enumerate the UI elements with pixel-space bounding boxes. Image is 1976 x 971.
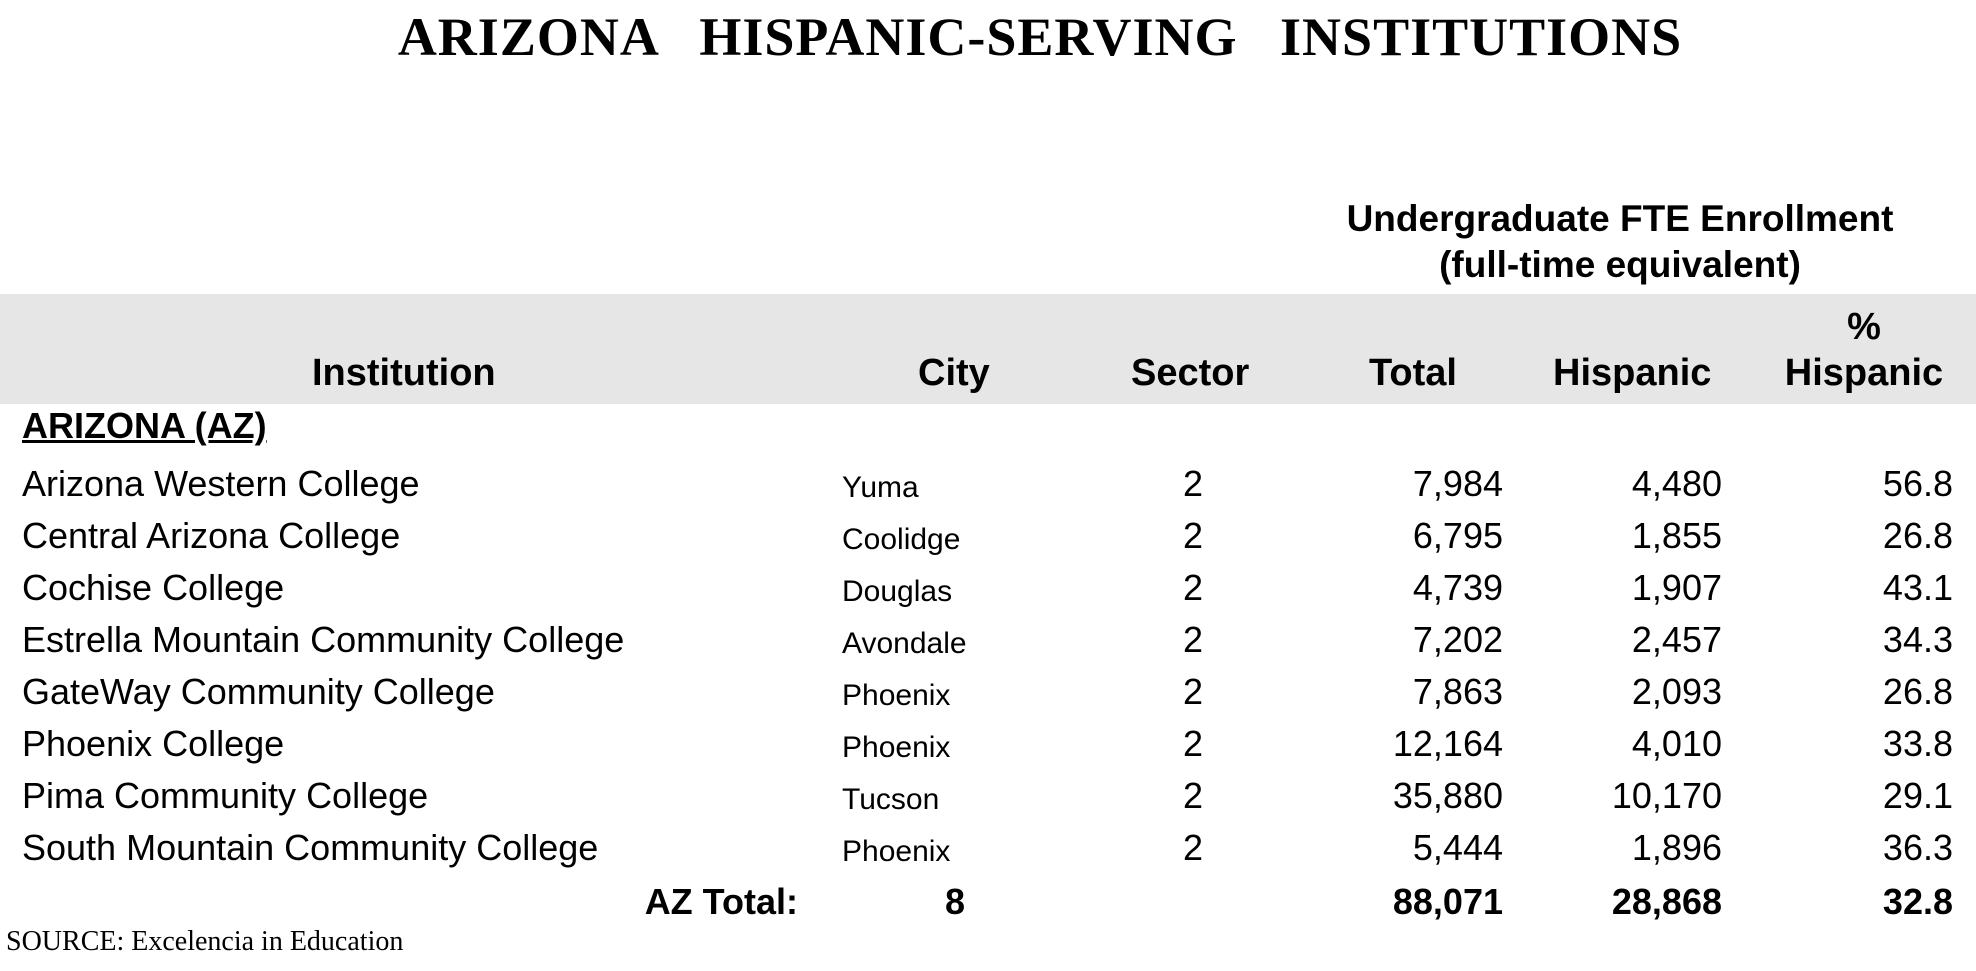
table-row <box>0 510 1976 562</box>
table-row <box>0 770 1976 822</box>
hispanic-cell: 1,896 <box>1631 827 1722 868</box>
totals-count-cell: 8 <box>944 881 966 922</box>
section-label-arizona: ARIZONA (AZ) <box>22 405 267 446</box>
column-header-hispanic: Hispanic <box>1553 352 1712 394</box>
enrollment-group-header <box>1300 196 1940 288</box>
total-cell: 35,880 <box>1392 775 1503 816</box>
institution-cell: Central Arizona College <box>22 515 401 556</box>
table-row <box>0 718 1976 770</box>
institution-cell: Phoenix College <box>22 723 285 764</box>
totals-row <box>0 876 1976 928</box>
pct-hispanic-cell: 56.8 <box>1882 463 1953 504</box>
column-header-institution: Institution <box>312 352 496 394</box>
hispanic-cell: 2,457 <box>1631 619 1722 660</box>
totals-pct-cell: 32.8 <box>1882 881 1953 922</box>
pct-hispanic-cell: 34.3 <box>1882 619 1953 660</box>
table-row <box>0 562 1976 614</box>
column-header-total: Total <box>1369 352 1457 394</box>
city-cell: Phoenix <box>842 835 951 868</box>
hispanic-cell: 1,855 <box>1631 515 1722 556</box>
sector-cell: 2 <box>1182 567 1204 608</box>
column-header-pct-line1: % <box>1847 306 1881 348</box>
hispanic-cell: 2,093 <box>1631 671 1722 712</box>
table-row <box>0 822 1976 874</box>
hispanic-cell: 10,170 <box>1611 775 1722 816</box>
source-note: SOURCE: Excelencia in Education <box>6 926 404 957</box>
city-cell: Avondale <box>842 627 967 660</box>
city-cell: Phoenix <box>842 679 951 712</box>
city-cell: Coolidge <box>842 523 961 556</box>
table-row <box>0 666 1976 718</box>
column-header-band <box>0 294 1976 404</box>
sector-cell: 2 <box>1182 671 1204 712</box>
totals-label: AZ Total: <box>644 881 798 922</box>
sector-cell: 2 <box>1182 619 1204 660</box>
table-row <box>0 614 1976 666</box>
hispanic-cell: 4,480 <box>1631 463 1722 504</box>
total-cell: 7,202 <box>1412 619 1503 660</box>
institution-cell: Estrella Mountain Community College <box>22 619 625 660</box>
sector-cell: 2 <box>1182 827 1204 868</box>
sector-cell: 2 <box>1182 515 1204 556</box>
city-cell: Douglas <box>842 575 953 608</box>
column-header-sector: Sector <box>1131 352 1250 394</box>
totals-total-cell: 88,071 <box>1392 881 1503 922</box>
column-header-city: City <box>918 352 990 394</box>
total-cell: 7,863 <box>1412 671 1503 712</box>
hispanic-cell: 1,907 <box>1631 567 1722 608</box>
total-cell: 7,984 <box>1412 463 1503 504</box>
total-cell: 12,164 <box>1392 723 1503 764</box>
pct-hispanic-cell: 43.1 <box>1882 567 1953 608</box>
institution-cell: GateWay Community College <box>22 671 495 712</box>
pct-hispanic-cell: 36.3 <box>1882 827 1953 868</box>
institution-cell: Cochise College <box>22 567 285 608</box>
sector-cell: 2 <box>1182 463 1204 504</box>
pct-hispanic-cell: 26.8 <box>1882 515 1953 556</box>
pct-hispanic-cell: 33.8 <box>1882 723 1953 764</box>
hispanic-cell: 4,010 <box>1631 723 1722 764</box>
total-cell: 4,739 <box>1412 567 1503 608</box>
city-cell: Yuma <box>842 471 919 504</box>
city-cell: Phoenix <box>842 731 951 764</box>
institution-cell: Pima Community College <box>22 775 429 816</box>
sector-cell: 2 <box>1182 775 1204 816</box>
sector-cell: 2 <box>1182 723 1204 764</box>
total-cell: 6,795 <box>1412 515 1503 556</box>
pct-hispanic-cell: 29.1 <box>1882 775 1953 816</box>
enrollment-header-line1: Undergraduate FTE Enrollment <box>1346 198 1894 239</box>
table-row <box>0 458 1976 510</box>
totals-hispanic-cell: 28,868 <box>1611 881 1722 922</box>
page-title: ARIZONA HISPANIC-SERVING INSTITUTIONS <box>397 7 1683 67</box>
institution-cell: South Mountain Community College <box>22 827 599 868</box>
city-cell: Tucson <box>842 783 940 816</box>
column-header-pct-line2: Hispanic <box>1784 352 1944 394</box>
institution-cell: Arizona Western College <box>22 463 420 504</box>
pct-hispanic-cell: 26.8 <box>1882 671 1953 712</box>
total-cell: 5,444 <box>1412 827 1503 868</box>
enrollment-header-line2: (full-time equivalent) <box>1439 244 1801 285</box>
